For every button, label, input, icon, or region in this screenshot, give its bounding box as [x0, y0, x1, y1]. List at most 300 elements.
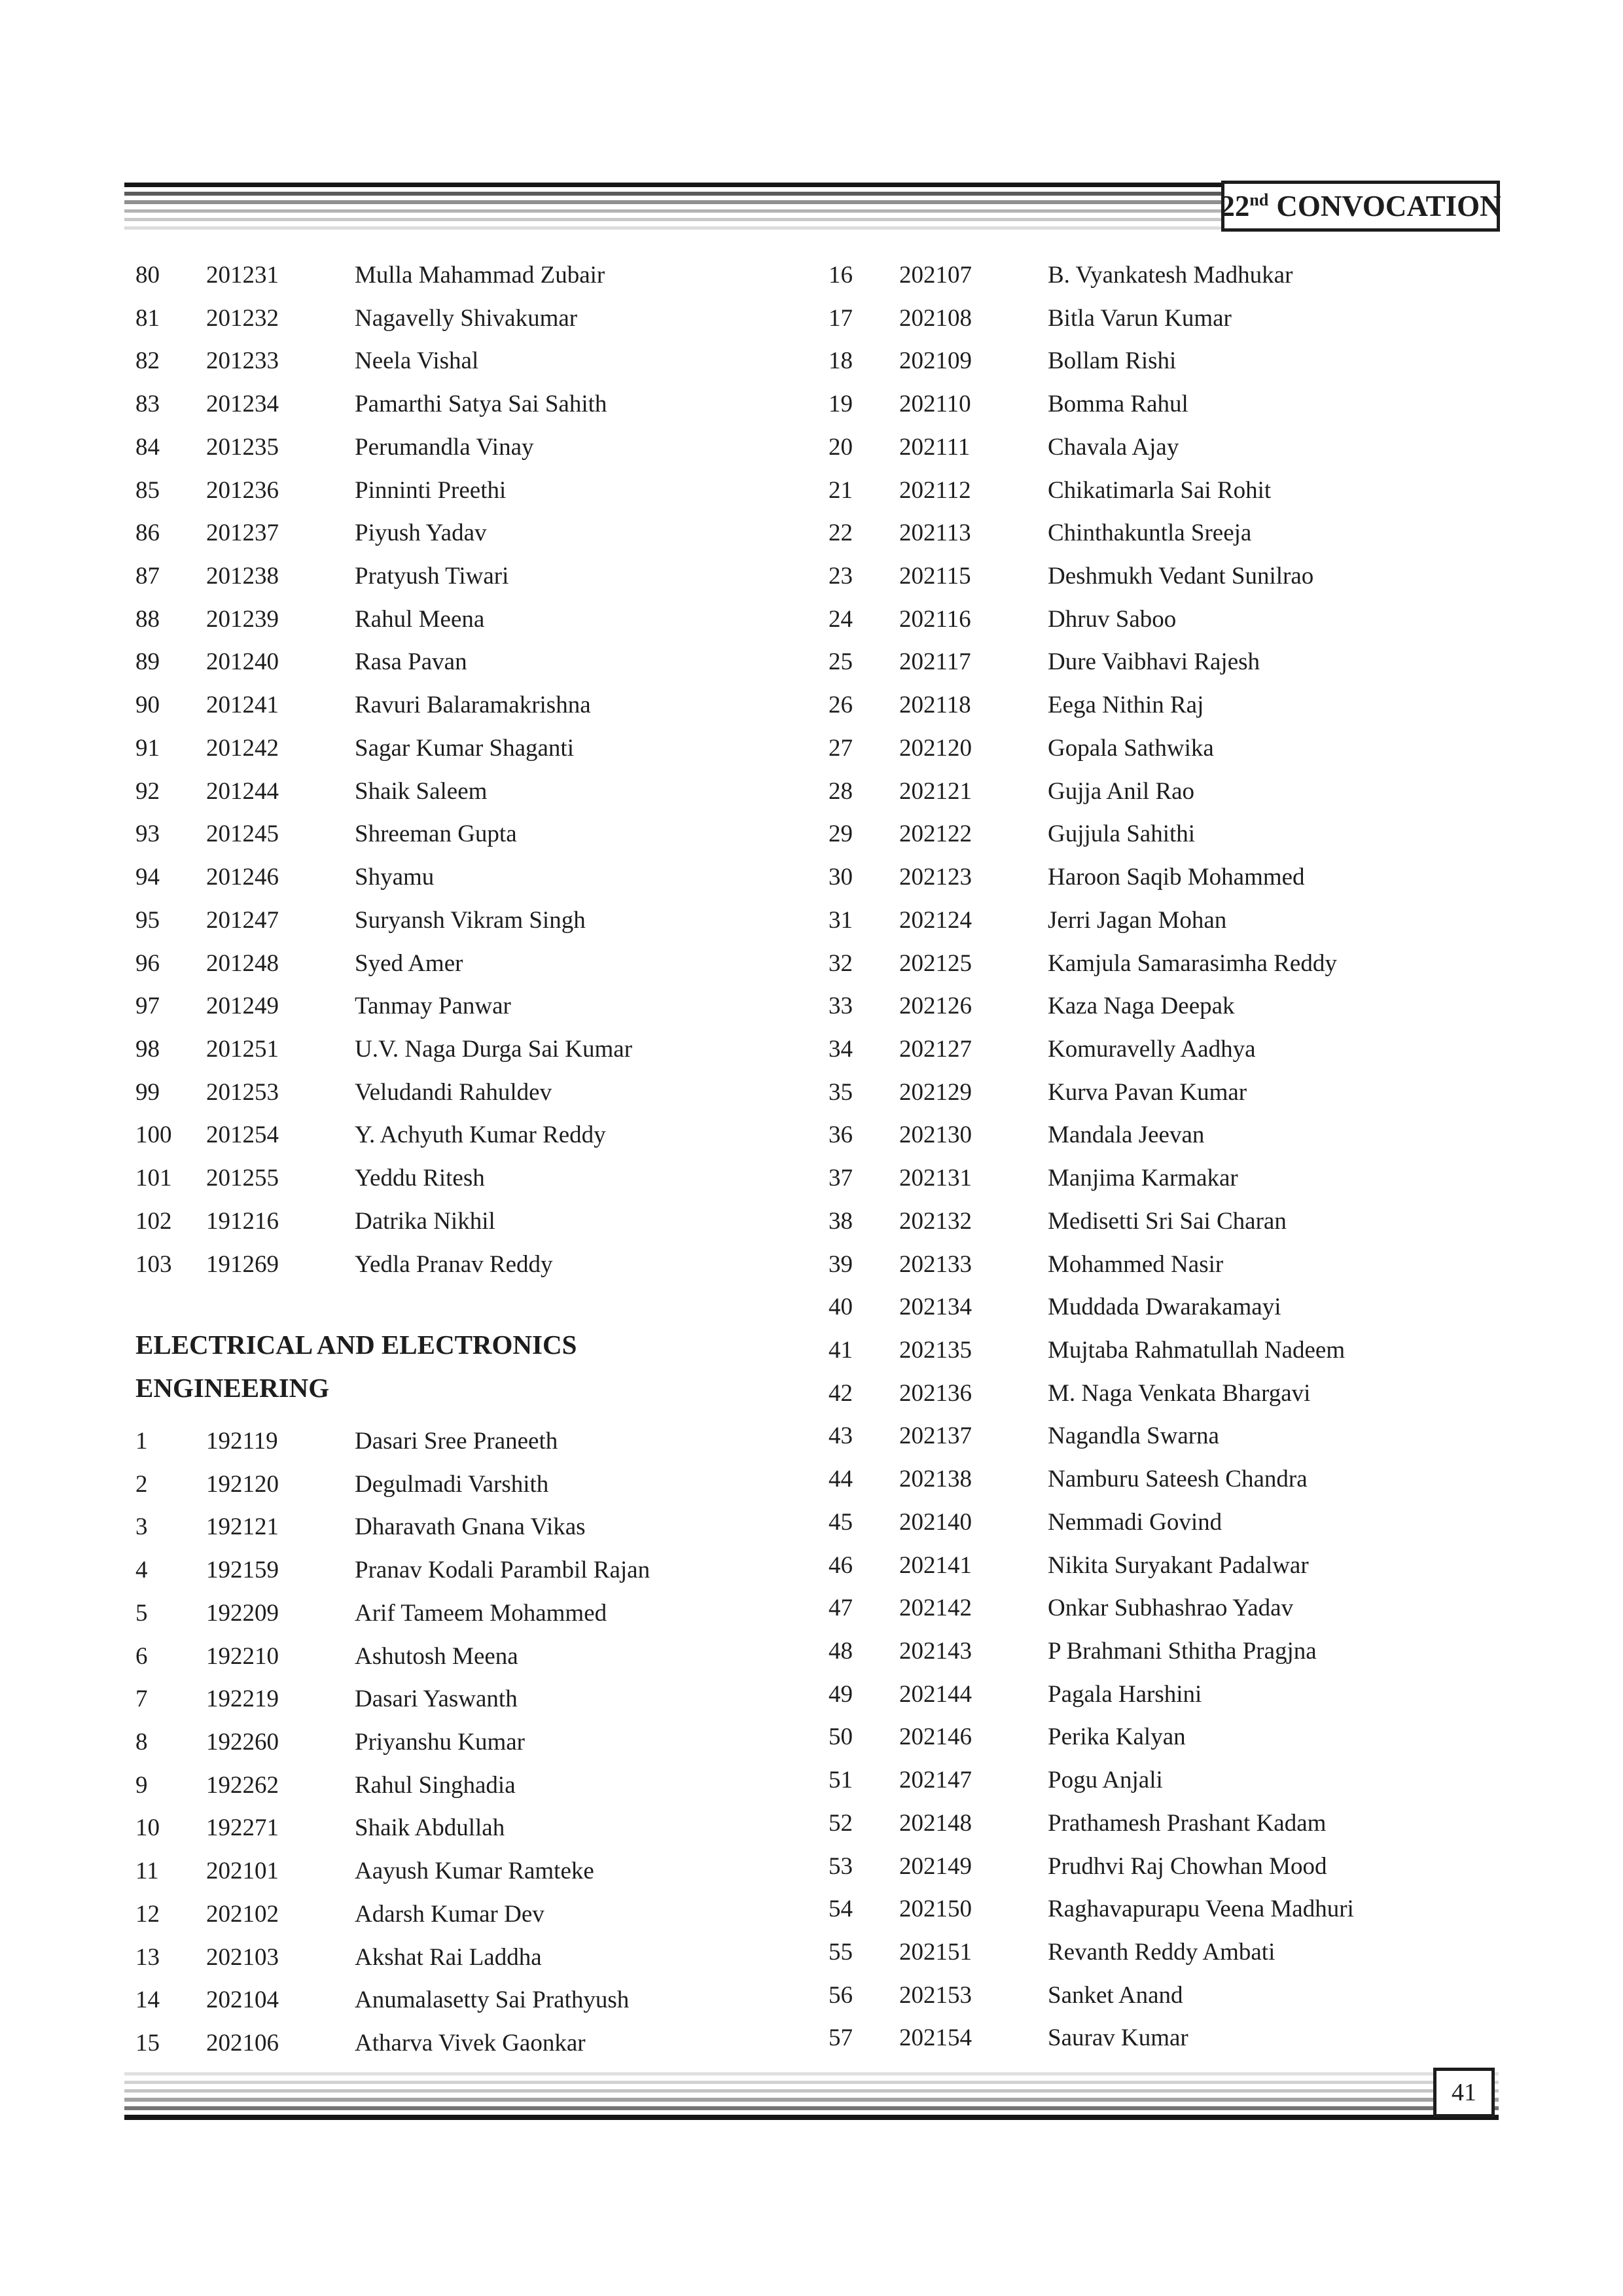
list-item [135, 254, 790, 297]
list-item [829, 2017, 1483, 2060]
list-item [829, 1071, 1483, 1114]
list-item [829, 1329, 1483, 1372]
serial-number: 87 [135, 563, 160, 590]
student-name: Jerri Jagan Mohan [1048, 906, 1227, 934]
student-name: Shreeman Gupta [355, 821, 517, 848]
student-name: Adarsh Kumar Dev [355, 1900, 544, 1928]
student-name: P Brahmani Sthitha Pragjna [1048, 1638, 1317, 1665]
student-name: Arif Tameem Mohammed [355, 1599, 607, 1627]
serial-number: 37 [829, 1165, 853, 1192]
serial-number: 10 [135, 1814, 160, 1842]
roll-number: 202102 [206, 1900, 279, 1928]
roll-number: 201247 [206, 906, 279, 934]
serial-number: 50 [829, 1723, 853, 1751]
roll-number: 202151 [899, 1939, 972, 1966]
rule-line [124, 2098, 1499, 2102]
student-name: Akshat Rai Laddha [355, 1943, 542, 1971]
list-item [829, 1802, 1483, 1845]
list-item [829, 383, 1483, 426]
list-item [829, 1630, 1483, 1673]
list-item [135, 1463, 790, 1506]
student-name: Mandala Jeevan [1048, 1122, 1205, 1149]
roll-number: 201237 [206, 520, 279, 547]
serial-number: 30 [829, 864, 853, 891]
list-item [135, 2022, 790, 2065]
student-name: Anumalasetty Sai Prathyush [355, 1987, 630, 2014]
title-text: CONVOCATION [1276, 190, 1501, 222]
serial-number: 40 [829, 1294, 853, 1321]
serial-number: 8 [135, 1729, 148, 1756]
serial-number: 99 [135, 1078, 160, 1106]
serial-number: 36 [829, 1122, 853, 1149]
page-title [1220, 189, 1501, 223]
serial-number: 17 [829, 304, 853, 332]
serial-number: 103 [135, 1250, 172, 1278]
roll-number: 201245 [206, 821, 279, 848]
list-item [829, 1458, 1483, 1501]
serial-number: 29 [829, 821, 853, 848]
roll-number: 202101 [206, 1858, 279, 1885]
serial-number: 89 [135, 648, 160, 676]
roll-number: 202123 [899, 864, 972, 891]
list-item [829, 598, 1483, 641]
serial-number: 45 [829, 1508, 853, 1536]
roll-number: 202143 [899, 1638, 972, 1665]
list-item [829, 254, 1483, 297]
student-name: Onkar Subhashrao Yadav [1048, 1595, 1294, 1622]
list-item [829, 1028, 1483, 1071]
serial-number: 80 [135, 262, 160, 289]
roll-number: 202141 [899, 1551, 972, 1579]
list-item [135, 1071, 790, 1114]
student-name: Dure Vaibhavi Rajesh [1048, 648, 1260, 676]
list-item [829, 942, 1483, 985]
serial-number: 94 [135, 864, 160, 891]
edition-number: 22 [1220, 190, 1250, 222]
student-name: Prudhvi Raj Chowhan Mood [1048, 1852, 1327, 1880]
student-name: Kamjula Samarasimha Reddy [1048, 949, 1337, 977]
list-item [829, 856, 1483, 899]
student-name: Pogu Anjali [1048, 1767, 1163, 1794]
roll-number: 202140 [899, 1508, 972, 1536]
student-name: Pranav Kodali Parambil Rajan [355, 1557, 651, 1584]
student-name: Atharva Vivek Gaonkar [355, 2030, 586, 2057]
student-name: Namburu Sateesh Chandra [1048, 1466, 1308, 1493]
left-column-continued-list [135, 254, 790, 1286]
roll-number: 201246 [206, 864, 279, 891]
serial-number: 6 [135, 1642, 148, 1670]
serial-number: 84 [135, 433, 160, 461]
roll-number: 202120 [899, 734, 972, 762]
student-name: Bomma Rahul [1048, 391, 1188, 418]
roll-number: 202125 [899, 949, 972, 977]
serial-number: 34 [829, 1035, 853, 1063]
list-item [135, 1764, 790, 1807]
roll-number: 202136 [899, 1379, 972, 1407]
student-name: Gujjula Sahithi [1048, 821, 1196, 848]
list-item [135, 684, 790, 727]
roll-number: 201238 [206, 563, 279, 590]
roll-number: 201241 [206, 692, 279, 719]
serial-number: 100 [135, 1122, 172, 1149]
roll-number: 201239 [206, 605, 279, 633]
student-name: Rahul Meena [355, 605, 485, 633]
student-name: Eega Nithin Raj [1048, 692, 1204, 719]
serial-number: 3 [135, 1513, 148, 1541]
right-column-list [829, 254, 1483, 2060]
list-item [829, 1845, 1483, 1888]
roll-number: 202148 [899, 1809, 972, 1837]
student-name: Veludandi Rahuldev [355, 1078, 552, 1106]
student-name: B. Vyankatesh Madhukar [1048, 262, 1293, 289]
serial-number: 27 [829, 734, 853, 762]
roll-number: 202132 [899, 1207, 972, 1235]
roll-number: 201236 [206, 476, 279, 504]
list-item [829, 1544, 1483, 1587]
serial-number: 31 [829, 906, 853, 934]
serial-number: 55 [829, 1939, 853, 1966]
serial-number: 35 [829, 1078, 853, 1106]
roll-number: 201244 [206, 777, 279, 805]
serial-number: 90 [135, 692, 160, 719]
roll-number: 192159 [206, 1557, 279, 1584]
section-heading-line2: ENGINEERING [135, 1373, 330, 1403]
roll-number: 202127 [899, 1035, 972, 1063]
student-name: Rahul Singhadia [355, 1771, 516, 1799]
student-name: Deshmukh Vedant Sunilrao [1048, 563, 1314, 590]
serial-number: 9 [135, 1771, 148, 1799]
student-name: Revanth Reddy Ambati [1048, 1939, 1275, 1966]
serial-number: 21 [829, 476, 853, 504]
roll-number: 202124 [899, 906, 972, 934]
student-name: Syed Amer [355, 949, 463, 977]
roll-number: 202104 [206, 1987, 279, 2014]
serial-number: 18 [829, 347, 853, 375]
serial-number: 97 [135, 993, 160, 1020]
roll-number: 192260 [206, 1729, 279, 1756]
serial-number: 41 [829, 1336, 853, 1364]
student-name: Muddada Dwarakamayi [1048, 1294, 1281, 1321]
roll-number: 202149 [899, 1852, 972, 1880]
list-item [135, 1635, 790, 1678]
student-name: Neela Vishal [355, 347, 479, 375]
roll-number: 201254 [206, 1122, 279, 1149]
serial-number: 12 [135, 1900, 160, 1928]
list-item [135, 1893, 790, 1936]
convocation-title-box [1221, 181, 1500, 232]
list-item [829, 985, 1483, 1028]
roll-number: 202130 [899, 1122, 972, 1149]
list-item [829, 899, 1483, 942]
student-name: Mujtaba Rahmatullah Nadeem [1048, 1336, 1346, 1364]
footer-rule-lines [124, 2072, 1499, 2120]
rule-line [124, 2089, 1499, 2093]
student-name: Mohammed Nasir [1048, 1250, 1224, 1278]
student-name: Suryansh Vikram Singh [355, 906, 586, 934]
student-name: Shyamu [355, 864, 435, 891]
serial-number: 53 [829, 1852, 853, 1880]
serial-number: 38 [829, 1207, 853, 1235]
roll-number: 201234 [206, 391, 279, 418]
serial-number: 2 [135, 1470, 148, 1498]
serial-number: 52 [829, 1809, 853, 1837]
section-heading [135, 1323, 577, 1409]
student-name: Priyanshu Kumar [355, 1729, 525, 1756]
roll-number: 202126 [899, 993, 972, 1020]
list-item [135, 1850, 790, 1893]
student-name: Manjima Karmakar [1048, 1165, 1238, 1192]
list-item [135, 1157, 790, 1200]
page-number-box [1433, 2068, 1495, 2117]
list-item [135, 426, 790, 469]
serial-number: 91 [135, 734, 160, 762]
roll-number: 191269 [206, 1250, 279, 1278]
roll-number: 201231 [206, 262, 279, 289]
serial-number: 98 [135, 1035, 160, 1063]
roll-number: 202133 [899, 1250, 972, 1278]
student-name: Nagandla Swarna [1048, 1422, 1219, 1450]
list-item [135, 555, 790, 598]
student-name: U.V. Naga Durga Sai Kumar [355, 1035, 633, 1063]
roll-number: 202153 [899, 1981, 972, 2009]
serial-number: 32 [829, 949, 853, 977]
roll-number: 202110 [899, 391, 971, 418]
list-item [135, 1721, 790, 1764]
student-name: Y. Achyuth Kumar Reddy [355, 1122, 606, 1149]
student-name: Gujja Anil Rao [1048, 777, 1195, 805]
roll-number: 202118 [899, 692, 971, 719]
serial-number: 24 [829, 605, 853, 633]
serial-number: 56 [829, 1981, 853, 2009]
student-name: Pagala Harshini [1048, 1680, 1202, 1708]
roll-number: 202137 [899, 1422, 972, 1450]
student-name: Haroon Saqib Mohammed [1048, 864, 1305, 891]
student-name: Raghavapurapu Veena Madhuri [1048, 1896, 1354, 1923]
list-item [829, 684, 1483, 727]
list-item [135, 297, 790, 340]
student-name: Tanmay Panwar [355, 993, 511, 1020]
serial-number: 14 [135, 1987, 160, 2014]
rule-line [124, 2106, 1499, 2110]
serial-number: 16 [829, 262, 853, 289]
list-item [135, 942, 790, 985]
student-name: Medisetti Sri Sai Charan [1048, 1207, 1287, 1235]
list-item [829, 641, 1483, 684]
roll-number: 202129 [899, 1078, 972, 1106]
list-item [829, 1587, 1483, 1630]
list-item [829, 1974, 1483, 2017]
student-name: Chinthakuntla Sreeja [1048, 520, 1252, 547]
list-item [829, 297, 1483, 340]
serial-number: 96 [135, 949, 160, 977]
roll-number: 192219 [206, 1686, 279, 1713]
list-item [829, 1286, 1483, 1329]
serial-number: 101 [135, 1165, 172, 1192]
serial-number: 13 [135, 1943, 160, 1971]
roll-number: 202106 [206, 2030, 279, 2057]
list-item [135, 1420, 790, 1463]
roll-number: 202147 [899, 1767, 972, 1794]
roll-number: 202108 [899, 304, 972, 332]
list-item [135, 1549, 790, 1592]
roll-number: 202144 [899, 1680, 972, 1708]
list-item [829, 813, 1483, 856]
student-name: M. Naga Venkata Bhargavi [1048, 1379, 1311, 1407]
serial-number: 4 [135, 1557, 148, 1584]
rule-line [124, 2072, 1499, 2075]
serial-number: 47 [829, 1595, 853, 1622]
roll-number: 201248 [206, 949, 279, 977]
student-name: Mulla Mahammad Zubair [355, 262, 605, 289]
student-name: Gopala Sathwika [1048, 734, 1214, 762]
list-item [135, 899, 790, 942]
student-name: Bitla Varun Kumar [1048, 304, 1232, 332]
student-name: Dasari Yaswanth [355, 1686, 518, 1713]
roll-number: 202103 [206, 1943, 279, 1971]
list-item [135, 641, 790, 684]
roll-number: 202109 [899, 347, 972, 375]
list-item [135, 469, 790, 512]
student-name: Dhruv Saboo [1048, 605, 1177, 633]
student-name: Perika Kalyan [1048, 1723, 1186, 1751]
student-name: Bollam Rishi [1048, 347, 1177, 375]
serial-number: 7 [135, 1686, 148, 1713]
serial-number: 46 [829, 1551, 853, 1579]
student-name: Ashutosh Meena [355, 1642, 518, 1670]
serial-number: 19 [829, 391, 853, 418]
roll-number: 202121 [899, 777, 972, 805]
serial-number: 43 [829, 1422, 853, 1450]
serial-number: 93 [135, 821, 160, 848]
serial-number: 44 [829, 1466, 853, 1493]
roll-number: 192119 [206, 1428, 278, 1455]
serial-number: 81 [135, 304, 160, 332]
serial-number: 82 [135, 347, 160, 375]
list-item [829, 1372, 1483, 1415]
student-name: Kaza Naga Deepak [1048, 993, 1235, 1020]
student-name: Shaik Abdullah [355, 1814, 505, 1842]
student-name: Nemmadi Govind [1048, 1508, 1222, 1536]
student-name: Prathamesh Prashant Kadam [1048, 1809, 1327, 1837]
list-item [829, 1415, 1483, 1458]
student-name: Pratyush Tiwari [355, 563, 509, 590]
serial-number: 11 [135, 1858, 159, 1885]
list-item [135, 770, 790, 813]
list-item [135, 1979, 790, 2022]
list-item [829, 1200, 1483, 1243]
list-item [135, 1807, 790, 1850]
serial-number: 25 [829, 648, 853, 676]
serial-number: 42 [829, 1379, 853, 1407]
roll-number: 202111 [899, 433, 971, 461]
list-item [135, 985, 790, 1028]
list-item [829, 1114, 1483, 1157]
student-name: Shaik Saleem [355, 777, 488, 805]
serial-number: 88 [135, 605, 160, 633]
student-name: Komuravelly Aadhya [1048, 1035, 1256, 1063]
student-name: Pinninti Preethi [355, 476, 507, 504]
left-column-section-list [135, 1420, 790, 2065]
list-item [135, 1114, 790, 1157]
list-item [829, 340, 1483, 383]
serial-number: 33 [829, 993, 853, 1020]
list-item [829, 1931, 1483, 1974]
roll-number: 202146 [899, 1723, 972, 1751]
roll-number: 202134 [899, 1294, 972, 1321]
serial-number: 5 [135, 1599, 148, 1627]
student-name: Yedla Pranav Reddy [355, 1250, 553, 1278]
list-item [829, 1243, 1483, 1286]
roll-number: 202131 [899, 1165, 972, 1192]
serial-number: 20 [829, 433, 853, 461]
roll-number: 202122 [899, 821, 972, 848]
rule-line [124, 2081, 1499, 2084]
serial-number: 57 [829, 2024, 853, 2052]
serial-number: 15 [135, 2030, 160, 2057]
student-name: Chavala Ajay [1048, 433, 1179, 461]
serial-number: 49 [829, 1680, 853, 1708]
serial-number: 28 [829, 777, 853, 805]
student-name: Dharavath Gnana Vikas [355, 1513, 586, 1541]
list-item [135, 1200, 790, 1243]
roll-number: 202112 [899, 476, 971, 504]
roll-number: 192120 [206, 1470, 279, 1498]
list-item [135, 383, 790, 426]
list-item [829, 770, 1483, 813]
list-item [135, 1592, 790, 1635]
list-item [829, 469, 1483, 512]
student-name: Yeddu Ritesh [355, 1165, 485, 1192]
list-item [135, 727, 790, 770]
serial-number: 48 [829, 1638, 853, 1665]
roll-number: 202138 [899, 1466, 972, 1493]
roll-number: 191216 [206, 1207, 279, 1235]
roll-number: 202107 [899, 262, 972, 289]
serial-number: 39 [829, 1250, 853, 1278]
roll-number: 201240 [206, 648, 279, 676]
student-name: Saurav Kumar [1048, 2024, 1188, 2052]
serial-number: 51 [829, 1767, 853, 1794]
roll-number: 192209 [206, 1599, 279, 1627]
list-item [135, 1506, 790, 1549]
list-item [135, 1243, 790, 1286]
roll-number: 202154 [899, 2024, 972, 2052]
list-item [135, 340, 790, 383]
serial-number: 54 [829, 1896, 853, 1923]
student-name: Degulmadi Varshith [355, 1470, 549, 1498]
serial-number: 26 [829, 692, 853, 719]
list-item [829, 1716, 1483, 1759]
list-item [135, 1678, 790, 1721]
student-name: Piyush Yadav [355, 520, 487, 547]
rule-line [124, 2115, 1499, 2120]
section-heading-line1: ELECTRICAL AND ELECTRONICS [135, 1330, 577, 1360]
student-name: Datrika Nikhil [355, 1207, 495, 1235]
student-name: Nagavelly Shivakumar [355, 304, 578, 332]
student-name: Nikita Suryakant Padalwar [1048, 1551, 1309, 1579]
edition-ordinal: nd [1249, 190, 1269, 209]
list-item [135, 598, 790, 641]
roll-number: 201232 [206, 304, 279, 332]
list-item [829, 1501, 1483, 1544]
roll-number: 202135 [899, 1336, 972, 1364]
serial-number: 22 [829, 520, 853, 547]
list-item [829, 555, 1483, 598]
roll-number: 201255 [206, 1165, 279, 1192]
roll-number: 201235 [206, 433, 279, 461]
list-item [829, 1673, 1483, 1716]
roll-number: 202115 [899, 563, 971, 590]
